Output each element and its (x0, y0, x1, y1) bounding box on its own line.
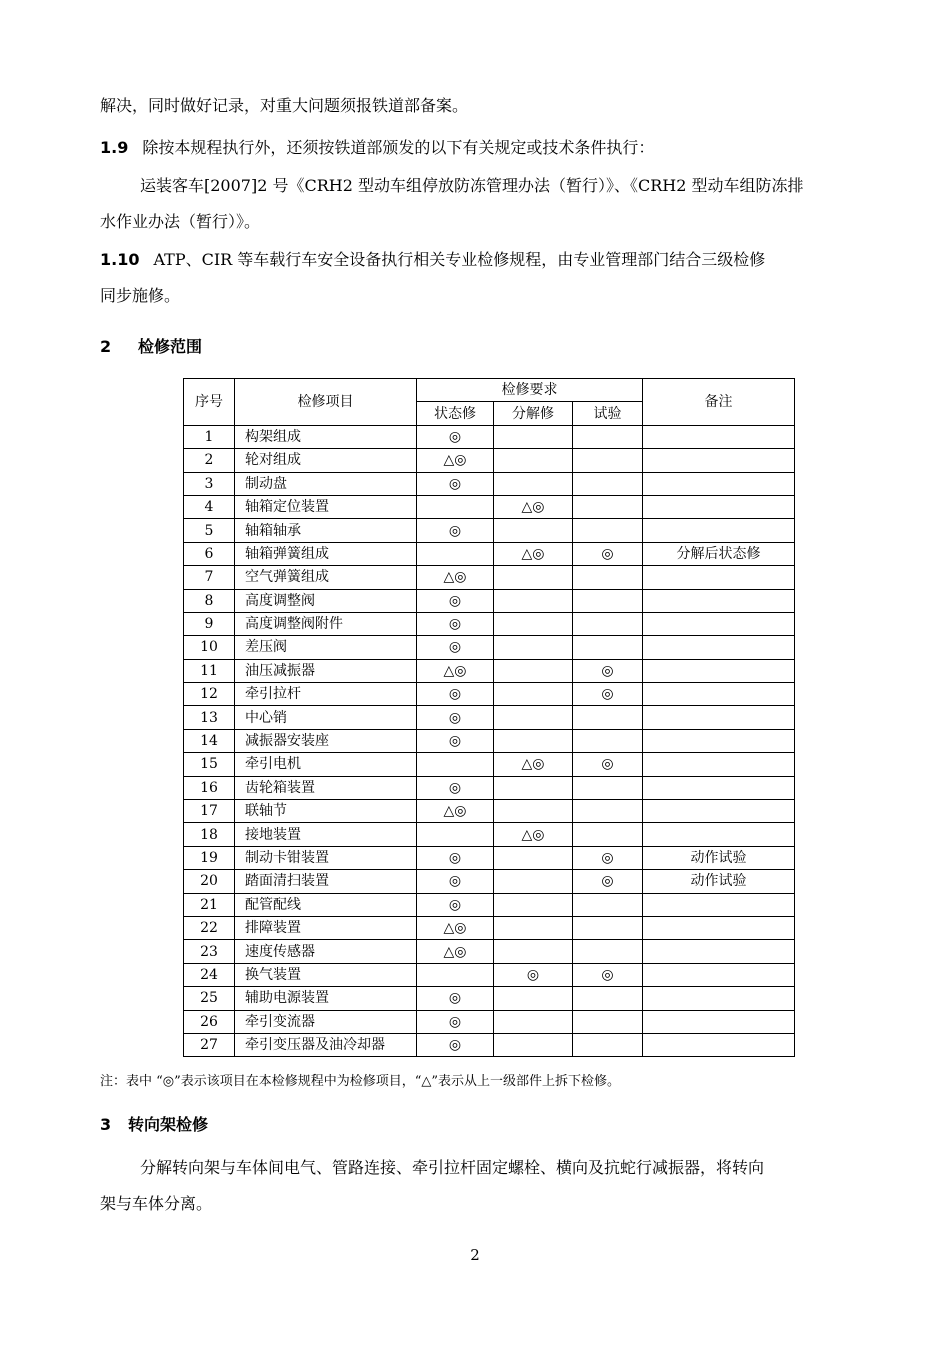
row-note (643, 940, 795, 963)
paragraph-regulation-line2: 水作业办法（暂行）》。 (100, 212, 261, 231)
table-row (184, 963, 795, 986)
row-item: 轴箱弹簧组成 (235, 542, 417, 565)
header-test: 试验 (573, 402, 643, 425)
row-state-repair (417, 542, 494, 565)
row-number: 24 (184, 963, 235, 986)
table-row (184, 519, 795, 542)
paragraph-continuation: 解决，同时做好记录，对重大问题须报铁道部备案。 (100, 96, 469, 115)
row-item: 高度调整阀附件 (235, 612, 417, 635)
row-item: 制动盘 (235, 472, 417, 495)
row-item: 构架组成 (235, 425, 417, 448)
row-note (643, 1010, 795, 1033)
row-number: 27 (184, 1033, 235, 1056)
row-item: 减振器安装座 (235, 729, 417, 752)
row-number: 11 (184, 659, 235, 682)
row-disassembly-repair (494, 940, 573, 963)
row-test (573, 472, 643, 495)
row-disassembly-repair: ◎ (494, 963, 573, 986)
row-item: 配管配线 (235, 893, 417, 916)
table-row (184, 636, 795, 659)
row-test (573, 566, 643, 589)
row-test (573, 729, 643, 752)
row-item: 排障装置 (235, 916, 417, 939)
row-note (643, 519, 795, 542)
row-state-repair: ◎ (417, 987, 494, 1010)
row-test: ◎ (573, 659, 643, 682)
row-number: 23 (184, 940, 235, 963)
row-test (573, 1033, 643, 1056)
row-test (573, 425, 643, 448)
row-test: ◎ (573, 542, 643, 565)
row-item: 联轴节 (235, 800, 417, 823)
table-row (184, 870, 795, 893)
row-number: 6 (184, 542, 235, 565)
row-state-repair: ◎ (417, 1033, 494, 1056)
section-number: 2 (100, 337, 112, 356)
row-item: 齿轮箱装置 (235, 776, 417, 799)
row-item: 牵引变流器 (235, 1010, 417, 1033)
table-row (184, 987, 795, 1010)
row-number: 22 (184, 916, 235, 939)
table-row (184, 776, 795, 799)
row-state-repair: ◎ (417, 776, 494, 799)
row-note (643, 495, 795, 518)
row-disassembly-repair (494, 636, 573, 659)
table-row (184, 542, 795, 565)
row-number: 13 (184, 706, 235, 729)
row-note: 动作试验 (643, 870, 795, 893)
row-test: ◎ (573, 683, 643, 706)
row-test (573, 823, 643, 846)
table-row (184, 800, 795, 823)
table-row (184, 1033, 795, 1056)
row-item: 轴箱定位装置 (235, 495, 417, 518)
row-test (573, 706, 643, 729)
row-disassembly-repair (494, 706, 573, 729)
row-state-repair: △◎ (417, 566, 494, 589)
row-note (643, 449, 795, 472)
row-state-repair: ◎ (417, 683, 494, 706)
table-body (184, 425, 795, 1057)
section-number: 3 (100, 1115, 112, 1134)
row-number: 14 (184, 729, 235, 752)
row-test (573, 916, 643, 939)
row-note (643, 425, 795, 448)
paragraph-1-9 (100, 130, 880, 166)
row-note (643, 1033, 795, 1056)
row-note (643, 776, 795, 799)
row-note (643, 566, 795, 589)
row-state-repair: △◎ (417, 916, 494, 939)
row-note (643, 753, 795, 776)
row-disassembly-repair (494, 589, 573, 612)
row-number: 19 (184, 846, 235, 869)
table-row (184, 495, 795, 518)
row-state-repair: △◎ (417, 800, 494, 823)
row-state-repair: ◎ (417, 1010, 494, 1033)
table-row (184, 706, 795, 729)
row-disassembly-repair: △◎ (494, 542, 573, 565)
row-note (643, 987, 795, 1010)
row-note (643, 636, 795, 659)
table-row (184, 472, 795, 495)
row-test (573, 636, 643, 659)
table-row (184, 846, 795, 869)
row-disassembly-repair: △◎ (494, 753, 573, 776)
row-number: 25 (184, 987, 235, 1010)
row-disassembly-repair (494, 870, 573, 893)
row-state-repair: △◎ (417, 449, 494, 472)
row-test (573, 800, 643, 823)
section-title: 检修范围 (138, 337, 203, 356)
row-disassembly-repair (494, 776, 573, 799)
row-disassembly-repair (494, 472, 573, 495)
clause-number: 1.9 (100, 138, 129, 157)
row-number: 15 (184, 753, 235, 776)
row-disassembly-repair (494, 916, 573, 939)
row-test (573, 612, 643, 635)
row-disassembly-repair (494, 612, 573, 635)
row-test (573, 893, 643, 916)
table-row (184, 729, 795, 752)
row-item: 接地装置 (235, 823, 417, 846)
row-number: 3 (184, 472, 235, 495)
row-note (643, 612, 795, 635)
row-item: 牵引变压器及油冷却器 (235, 1033, 417, 1056)
row-disassembly-repair (494, 1033, 573, 1056)
row-test (573, 940, 643, 963)
row-item: 辅助电源装置 (235, 987, 417, 1010)
row-item: 轮对组成 (235, 449, 417, 472)
row-state-repair: ◎ (417, 870, 494, 893)
row-note (643, 963, 795, 986)
row-disassembly-repair (494, 425, 573, 448)
row-note: 动作试验 (643, 846, 795, 869)
table-note: 注：表中 “◎”表示该项目在本检修规程中为检修项目，“△”表示从上一级部件上拆下检修。 (100, 1074, 621, 1089)
row-test (573, 589, 643, 612)
row-note (643, 823, 795, 846)
inspection-scope-table (183, 378, 795, 1057)
row-number: 9 (184, 612, 235, 635)
table-row (184, 753, 795, 776)
paragraph-1-10 (100, 242, 880, 278)
row-item: 速度传感器 (235, 940, 417, 963)
row-state-repair (417, 963, 494, 986)
row-disassembly-repair (494, 449, 573, 472)
header-state-repair: 状态修 (417, 402, 494, 425)
row-item: 中心销 (235, 706, 417, 729)
section-2-heading (100, 334, 202, 357)
row-disassembly-repair (494, 659, 573, 682)
row-number: 2 (184, 449, 235, 472)
row-disassembly-repair: △◎ (494, 823, 573, 846)
table-row (184, 425, 795, 448)
row-state-repair: ◎ (417, 589, 494, 612)
row-disassembly-repair (494, 729, 573, 752)
row-number: 7 (184, 566, 235, 589)
row-test (573, 495, 643, 518)
page-number: 2 (470, 1246, 480, 1264)
row-state-repair (417, 753, 494, 776)
row-note (643, 472, 795, 495)
row-note (643, 893, 795, 916)
table-row (184, 940, 795, 963)
header-requirements: 检修要求 (417, 379, 643, 402)
paragraph-1-10-line2: 同步施修。 (100, 286, 181, 305)
row-state-repair: ◎ (417, 706, 494, 729)
header-no: 序号 (184, 379, 235, 426)
row-state-repair: ◎ (417, 846, 494, 869)
table-row (184, 683, 795, 706)
row-test: ◎ (573, 753, 643, 776)
row-item: 轴箱轴承 (235, 519, 417, 542)
row-state-repair: ◎ (417, 612, 494, 635)
table-row (184, 566, 795, 589)
row-note (643, 589, 795, 612)
row-note (643, 729, 795, 752)
row-item: 差压阀 (235, 636, 417, 659)
row-disassembly-repair (494, 566, 573, 589)
table-row (184, 916, 795, 939)
row-state-repair (417, 495, 494, 518)
clause-text: ATP、CIR 等车载行车安全设备执行相关专业检修规程，由专业管理部门结合三级检修 (153, 250, 766, 269)
row-state-repair: ◎ (417, 893, 494, 916)
row-number: 5 (184, 519, 235, 542)
row-state-repair: ◎ (417, 472, 494, 495)
paragraph-regulation-line1: 运装客车[2007]2 号《CRH2 型动车组停放防冻管理办法（暂行）》、《CRH2 型动车组防冻排 (140, 176, 804, 195)
row-disassembly-repair (494, 846, 573, 869)
row-number: 10 (184, 636, 235, 659)
row-number: 8 (184, 589, 235, 612)
row-test (573, 519, 643, 542)
row-item: 空气弹簧组成 (235, 566, 417, 589)
row-state-repair: △◎ (417, 659, 494, 682)
row-note (643, 659, 795, 682)
row-number: 16 (184, 776, 235, 799)
table-row (184, 612, 795, 635)
row-disassembly-repair: △◎ (494, 495, 573, 518)
table-row (184, 449, 795, 472)
clause-number: 1.10 (100, 250, 140, 269)
row-disassembly-repair (494, 987, 573, 1010)
row-state-repair: ◎ (417, 729, 494, 752)
row-note (643, 706, 795, 729)
section-3-paragraph-line2: 架与车体分离。 (100, 1194, 213, 1213)
section-3-heading (100, 1112, 208, 1135)
table-row (184, 589, 795, 612)
row-item: 踏面清扫装置 (235, 870, 417, 893)
row-number: 12 (184, 683, 235, 706)
row-disassembly-repair (494, 519, 573, 542)
row-test (573, 776, 643, 799)
row-state-repair: ◎ (417, 519, 494, 542)
section-3-paragraph-line1: 分解转向架与车体间电气、管路连接、牵引拉杆固定螺栓、横向及抗蛇行减振器，将转向 (140, 1158, 765, 1177)
row-state-repair (417, 823, 494, 846)
row-item: 油压减振器 (235, 659, 417, 682)
row-test: ◎ (573, 963, 643, 986)
row-item: 牵引电机 (235, 753, 417, 776)
header-disassembly-repair: 分解修 (494, 402, 573, 425)
row-test: ◎ (573, 846, 643, 869)
row-number: 26 (184, 1010, 235, 1033)
header-note: 备注 (643, 379, 795, 426)
row-state-repair: ◎ (417, 636, 494, 659)
table-row (184, 893, 795, 916)
row-test (573, 449, 643, 472)
row-number: 20 (184, 870, 235, 893)
row-note (643, 800, 795, 823)
row-test: ◎ (573, 870, 643, 893)
row-disassembly-repair (494, 683, 573, 706)
row-item: 牵引拉杆 (235, 683, 417, 706)
row-number: 18 (184, 823, 235, 846)
header-item: 检修项目 (235, 379, 417, 426)
row-number: 21 (184, 893, 235, 916)
table-row (184, 1010, 795, 1033)
row-state-repair: △◎ (417, 940, 494, 963)
row-item: 高度调整阀 (235, 589, 417, 612)
clause-text: 除按本规程执行外，还须按铁道部颁发的以下有关规定或技术条件执行： (142, 138, 655, 157)
row-note (643, 916, 795, 939)
row-note (643, 683, 795, 706)
table-row (184, 823, 795, 846)
row-disassembly-repair (494, 800, 573, 823)
row-state-repair: ◎ (417, 425, 494, 448)
row-number: 4 (184, 495, 235, 518)
row-note: 分解后状态修 (643, 542, 795, 565)
row-number: 1 (184, 425, 235, 448)
row-item: 制动卡钳装置 (235, 846, 417, 869)
row-disassembly-repair (494, 1010, 573, 1033)
table-row (184, 659, 795, 682)
row-test (573, 1010, 643, 1033)
row-number: 17 (184, 800, 235, 823)
row-disassembly-repair (494, 893, 573, 916)
section-title: 转向架检修 (128, 1115, 209, 1134)
row-test (573, 987, 643, 1010)
row-item: 换气装置 (235, 963, 417, 986)
